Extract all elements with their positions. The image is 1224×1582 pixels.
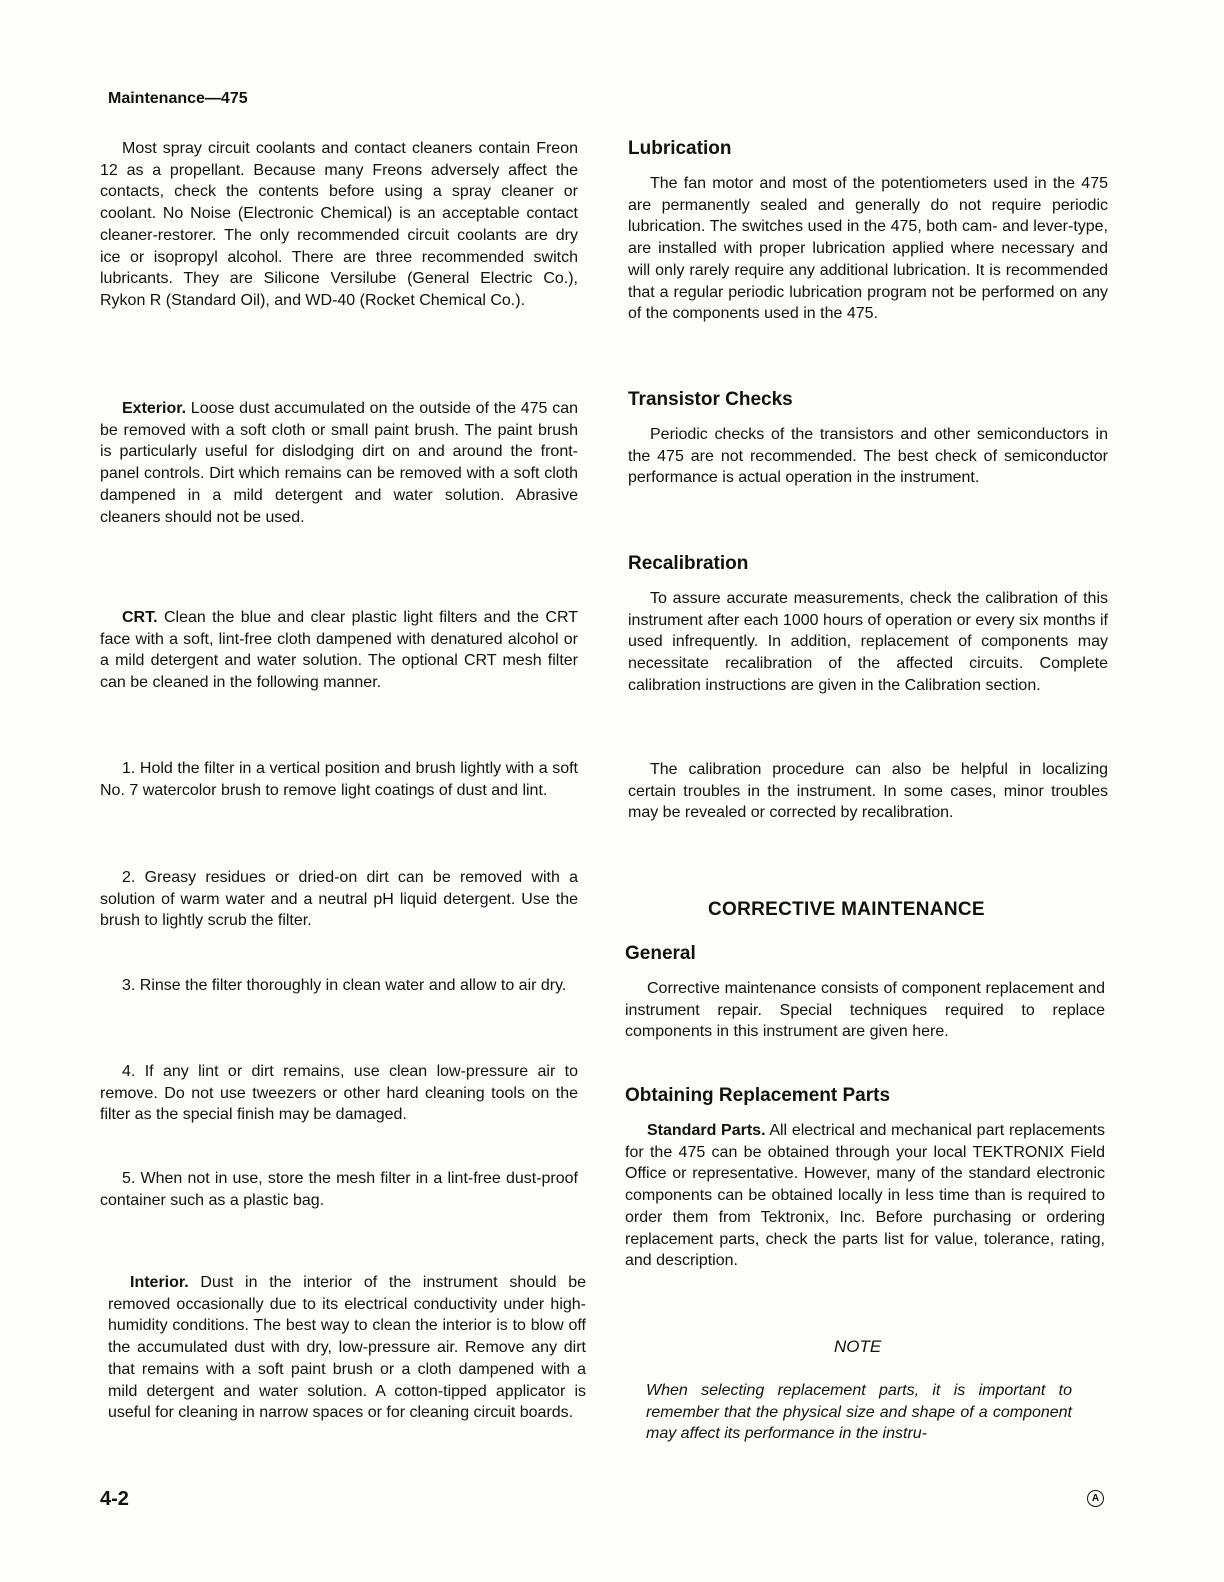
revision-mark: A (1087, 1490, 1104, 1507)
exterior-label: Exterior. (122, 400, 187, 417)
crt-text: Clean the blue and clear plastic light filters and the CRT face with a soft, lint-free cloth dampened with denatured alcohol or a mild detergent and water solution. The optional CRT mesh filter can be cleaned in the following manner. (100, 609, 578, 692)
general-heading: General (625, 943, 696, 964)
lubrication-paragraph: The fan motor and most of the potentiometers used in the 475 are permanently sealed and generally do not require periodic lubrication. The switches used in the 475, both cam- and lever-type, are installed with proper lubrication applied where necessary and will only rarely require any additional lubrication. It is recommended that a regular periodic lubrication program not be performed on any of the components used in the 475. (628, 175, 1108, 323)
interior-paragraph (108, 1272, 586, 1424)
interior-label: Interior. (130, 1274, 189, 1291)
crt-label: CRT. (122, 609, 158, 626)
note-title: NOTE (834, 1337, 882, 1356)
step-3: 3. Rinse the filter thoroughly in clean water and allow to air dry. (122, 977, 567, 994)
recalibration-paragraph: To assure accurate measurements, check the calibration of this instrument after each 1000 hours of operation or every six months if used infrequently. In addition, replacement of components may necessitate recalibration of the affected circuits. Complete calibration instructions are given in the Calibration section. (628, 590, 1108, 694)
page-header: Maintenance—475 (108, 90, 248, 107)
step-4: 4. If any lint or dirt remains, use clean low-pressure air to remove. Do not use tweezers or other hard cleaning tools on the filter as the special finish may be damaged. (100, 1063, 578, 1124)
recalibration-paragraph-2: The calibration procedure can also be helpful in localizing certain troubles in the instrument. In some cases, minor troubles may be revealed or corrected by recalibration. (628, 761, 1108, 822)
exterior-paragraph (100, 398, 578, 528)
transistor-paragraph: Periodic checks of the transistors and other semiconductors in the 475 are not recommended. The best check of semiconductor performance is actual operation in the instrument. (628, 426, 1108, 487)
standard-parts-text: All electrical and mechanical part replacements for the 475 can be obtained through your local TEKTRONIX Field Office or representative. However, many of the standard electronic components can be obtained locally in less time than is required to order them from Tektronix, Inc. Before purchasing or ordering replacement parts, check the parts list for value, tolerance, rating, and description. (625, 1122, 1105, 1270)
corrective-maintenance-heading: CORRECTIVE MAINTENANCE (708, 899, 985, 920)
interior-text: Dust in the interior of the instrument should be removed occasionally due to its electrical conductivity under high-humidity conditions. The best way to clean the interior is to blow off the accumulated dust with dry, low-pressure air. Remove any dirt that remains with a soft paint brush or a cloth dampened with a mild detergent and water solution. A cotton-tipped applicator is useful for cleaning in narrow spaces or for cleaning circuit boards. (108, 1274, 586, 1422)
step-1: 1. Hold the filter in a vertical position and brush lightly with a soft No. 7 watercolor brush to remove light coatings of dust and lint. (100, 760, 578, 799)
page-number: 4-2 (100, 1488, 129, 1510)
step-2: 2. Greasy residues or dried-on dirt can be removed with a solution of warm water and a neutral pH liquid detergent. Use the brush to lightly scrub the filter. (100, 869, 578, 930)
replacement-parts-heading: Obtaining Replacement Parts (625, 1085, 891, 1106)
standard-parts-paragraph (625, 1120, 1105, 1272)
standard-parts-label: Standard Parts. (647, 1122, 766, 1139)
step-5: 5. When not in use, store the mesh filter in a lint-free dust-proof container such as a plastic bag. (100, 1170, 578, 1209)
crt-paragraph (100, 607, 578, 694)
note-body: When selecting replacement parts, it is important to remember that the physical size and shape of a component may affect its performance in the instru- (646, 1382, 1072, 1443)
exterior-text: Loose dust accumulated on the outside of the 475 can be removed with a soft cloth or small paint brush. The paint brush is particularly useful for dislodging dirt on and around the front-panel controls. Dirt which remains can be removed with a soft cloth dampened in a mild detergent and water solution. Abrasive cleaners should not be used. (100, 400, 578, 526)
general-paragraph: Corrective maintenance consists of component replacement and instrument repair. Special techniques required to replace components in this instrument are given here. (625, 980, 1105, 1041)
transistor-heading: Transistor Checks (628, 389, 793, 410)
lubrication-heading: Lubrication (628, 138, 732, 159)
recalibration-heading: Recalibration (628, 553, 749, 574)
coolants-paragraph: Most spray circuit coolants and contact cleaners contain Freon 12 as a propellant. Because many Freons adversely affect the contacts, check the contents before using a spray cleaner or coolant. No Noise (Electronic Chemical) is an acceptable contact cleaner-restorer. The only recommended circuit coolants are dry ice or isopropyl alcohol. There are three recommended switch lubricants. They are Silicone Versilube (General Electric Co.), Rykon R (Standard Oil), and WD-40 (Rocket Chemical Co.). (100, 140, 578, 309)
